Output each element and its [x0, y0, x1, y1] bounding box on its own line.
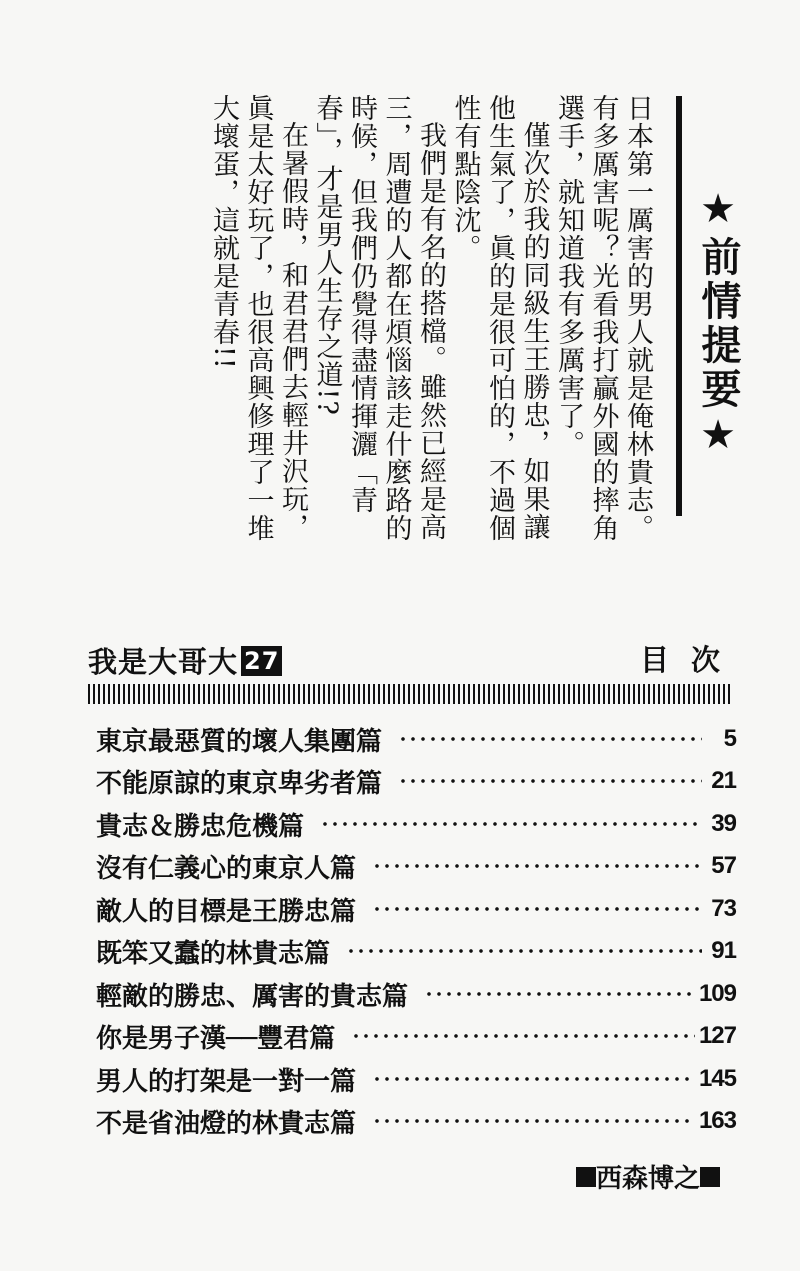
- toc-entry-title: 貴志＆勝忠危機篇: [96, 811, 305, 842]
- toc-entry: [96, 931, 736, 971]
- toc-entry: [96, 761, 736, 801]
- synopsis-paragraph: 日本第一厲害的男人就是俺林貴志。有多厲害呢？光看我打贏外國的摔角選手，就知道我有多厲害了。: [553, 94, 653, 542]
- contents-label: 目次: [640, 643, 743, 677]
- toc-entry-title: 東京最惡質的壞人集團篇: [96, 726, 383, 757]
- toc-entry-page: 73: [711, 895, 736, 922]
- toc-entry-page: 109: [698, 980, 736, 1007]
- toc-leader-dots: [424, 991, 695, 997]
- toc-entry-page: 5: [723, 725, 736, 752]
- toc-leader-dots: [346, 948, 702, 954]
- toc-entry-title: 輕敵的勝忠、厲害的貴志篇: [96, 981, 409, 1012]
- synopsis-divider: [676, 96, 682, 516]
- toc-leader-dots: [372, 1118, 695, 1124]
- book-title-text: 我是大哥大: [88, 645, 239, 679]
- toc-entry-title: 敵人的目標是王勝忠篇: [96, 896, 357, 927]
- toc-leader-dots: [372, 863, 702, 869]
- synopsis-text: [206, 94, 655, 544]
- toc-entry: [96, 804, 736, 844]
- toc-entry: [96, 846, 736, 886]
- toc-leader-dots: [372, 906, 702, 912]
- synopsis-paragraph: 我們是有名的搭檔。雖然已經是高三，周遭的人都在煩惱該走什麼路的時候，但我們仍覺得盡情揮灑「青春」，才是男人生存之道!?: [311, 94, 446, 542]
- toc-leader-dots: [398, 736, 702, 742]
- toc-entry-title: 不能原諒的東京卑劣者篇: [96, 768, 383, 799]
- hatch-divider: [88, 684, 732, 704]
- black-square-icon: [576, 1167, 596, 1187]
- volume-badge: 27: [241, 646, 282, 676]
- black-square-icon: [700, 1167, 720, 1187]
- synopsis-title: ★前情提要★: [695, 186, 741, 462]
- toc-entry-page: 145: [698, 1065, 736, 1092]
- toc-entry: [96, 1016, 736, 1056]
- synopsis-paragraph: 僅次於我的同級生王勝忠，如果讓他生氣了，眞的是很可怕的，不過個性有點陰沈。: [449, 94, 550, 542]
- toc-entry: [96, 719, 736, 759]
- toc-leader-dots: [320, 821, 702, 827]
- synopsis-paragraph: 在暑假時，和君君們去輕井沢玩，眞是太好玩了，也很高興修理了一堆大壞蛋，這就是青春!!: [208, 94, 308, 542]
- toc-entry-page: 57: [711, 852, 736, 879]
- toc-leader-dots: [351, 1033, 695, 1039]
- toc-leader-dots: [398, 778, 702, 784]
- toc-entry: [96, 1101, 736, 1141]
- toc-leader-dots: [372, 1076, 695, 1082]
- toc-entry: [96, 974, 736, 1014]
- toc-entry: [96, 889, 736, 929]
- toc-entry-title: 既笨又蠢的林貴志篇: [96, 938, 331, 969]
- toc-entry-page: 39: [711, 810, 736, 837]
- book-title: [88, 640, 282, 681]
- author-name: 西森博之: [596, 1164, 701, 1194]
- toc-entry-title: 男人的打架是一對一篇: [96, 1066, 357, 1097]
- toc-entry-page: 163: [698, 1107, 736, 1134]
- toc-entry-page: 91: [711, 937, 736, 964]
- toc-entry-page: 127: [698, 1022, 736, 1049]
- toc-entry-title: 你是男子漢──豐君篇: [96, 1023, 336, 1054]
- author-credit: [576, 1158, 720, 1195]
- toc-entry: [96, 1059, 736, 1099]
- toc-entry-title: 沒有仁義心的東京人篇: [96, 853, 357, 884]
- toc-entry-page: 21: [711, 767, 736, 794]
- toc-entry-title: 不是省油燈的林貴志篇: [96, 1108, 357, 1139]
